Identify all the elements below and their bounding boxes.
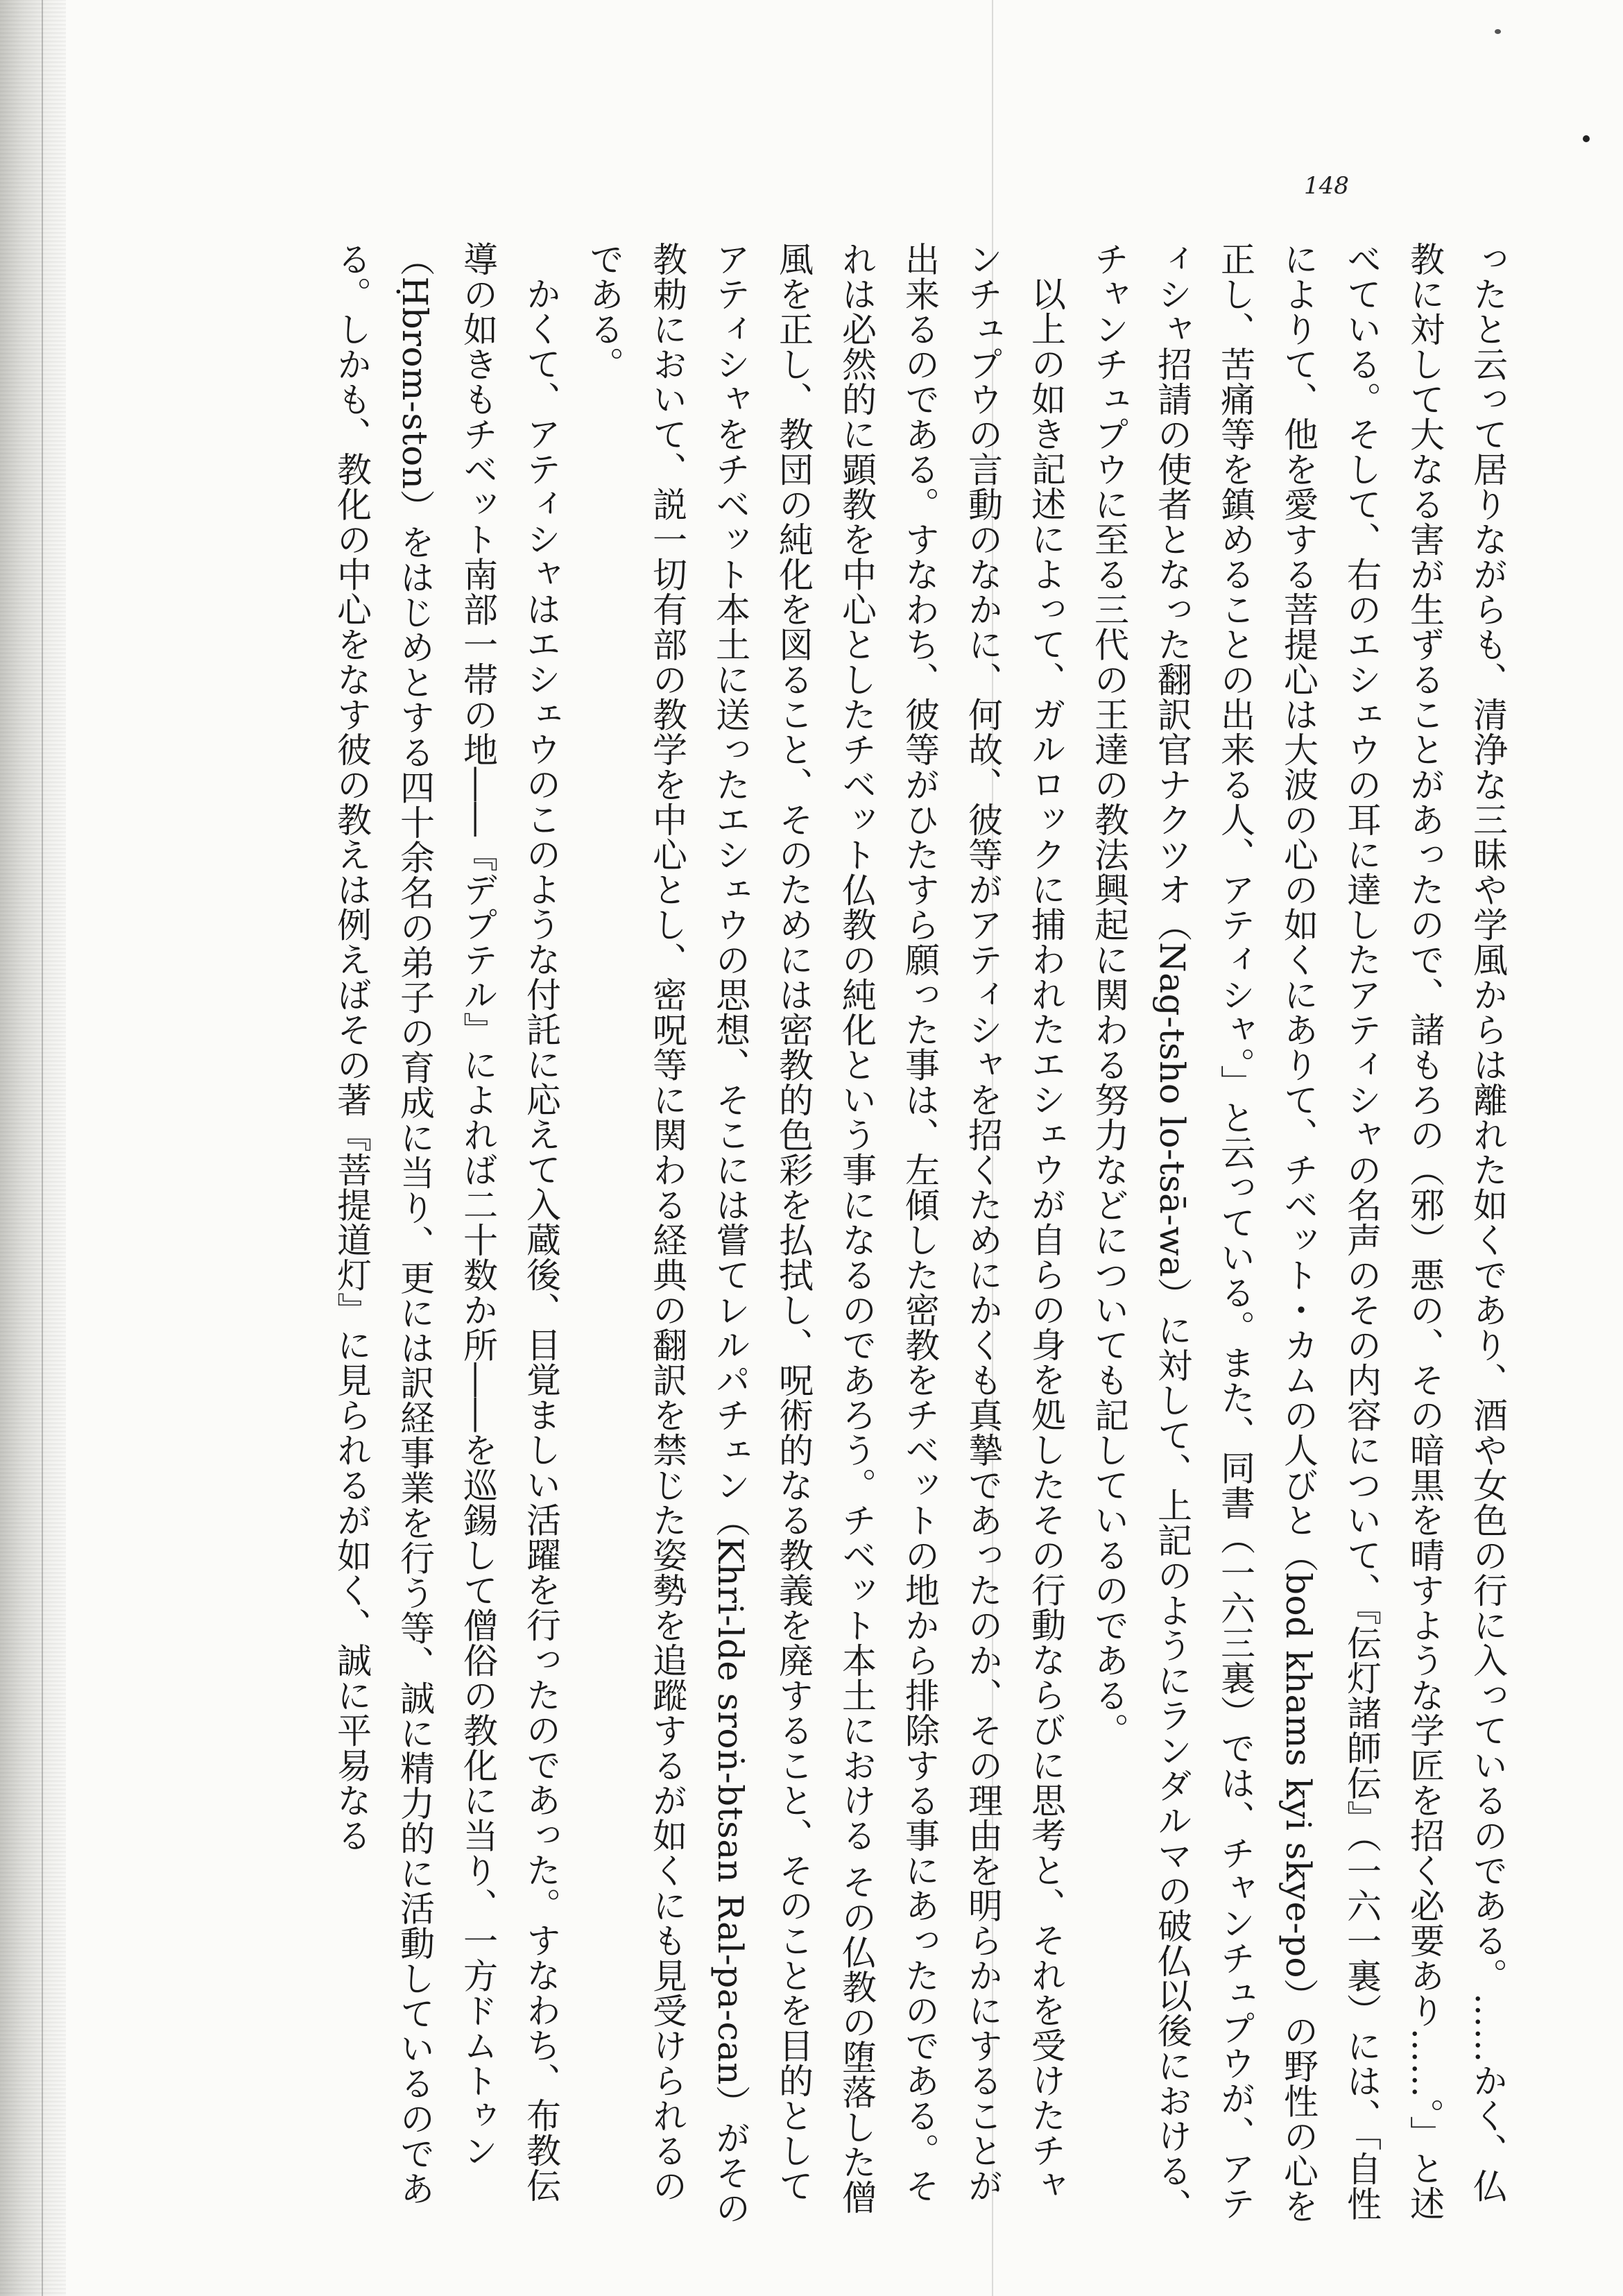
ink-speck (1495, 29, 1501, 34)
paragraph-2: 以上の如き記述によって、ガルロックに捕われたエシェウが自らの身を処したその行動ならびに思考と、それを受けたチャンチュプウの言動のなかに、何故、彼等がアティシャを招くためにかくも真摯であったのか、その理由を明らかにすることが出来るのである。すなわち、彼等がひたすら願った事は、左傾した密教をチベットの地から排除する事にあったのである。それは必然的に顕教を中心としたチベット仏教の純化という事になるのであろう。チベット本土における その仏教の堕落した僧風を正し、教団の純化を図ること、そのためには密教的色彩を払拭し、呪術的なる教義を廃すること、そのことを目的としてアティシャをチベット本土に送ったエシェウの思想、そこには嘗てレルパチェン（Khri-lde sroṅ-btsan Ral-pa-can）がその教勅において、説一切有部の教学を中心とし、密呪等に関わる経典の翻訳を禁じた姿勢を追蹤するが如くにも見受けられるのである。 (584, 241, 1066, 2225)
ink-speck (1583, 135, 1590, 142)
vertical-text-body (229, 241, 1519, 2225)
paragraph-3: かくて、アティシャはエシェウのこのような付託に応えて入蔵後、目覚ましい活躍を行ったのであった。すなわち、布教伝導の如きもチベット南部一帯の地――『デプテル』によれば二十数か所――を巡錫して僧俗の教化に当り、一方ドムトゥン（Ḥbrom-ston）をはじめとする四十余名の弟子の育成に当り、更には訳経事業を行う等、誠に精力的に活動しているのである。しかも、教化の中心をなす彼の教えは例えばその著『菩提道灯』に見られるが如く、誠に平易なる (332, 241, 561, 2206)
page-number: 148 (1304, 172, 1349, 200)
paragraph-1: ったと云って居りながらも、清浄な三昧や学風からは離れた如くであり、酒や女色の行に入っているのである。……かく、仏教に対して大なる害が生ずることがあったので、諸もろの（邪）悪の、その暗黒を晴すような学匠を招く必要あり……。」と述べている。そして、右のエシェウの耳に達したアティシャの名声のその内容について、『伝灯諸師伝』（一六一裏）には、「自性によりて、他を愛する菩提心は大波の心の如くにありて、チベット・カムの人びと（bod khams kyi skye-po）の野性の心を正し、苦痛等を鎮めることの出来る人、アティシャ。」と云っている。また、同書（一六三裏）では、チャンチュプウが、アティシャ招請の使者となった翻訳官ナクツオ（Nag-tsho lo-tsā-wa）に対して、上記のようにランダルマの破仏以後における、チャンチュプウに至る三代の王達の教法興起に関わる努力などについても記しているのである。 (1089, 241, 1508, 2224)
scan-edge-line (42, 0, 43, 2296)
scan-edge-artifact (0, 0, 66, 2296)
